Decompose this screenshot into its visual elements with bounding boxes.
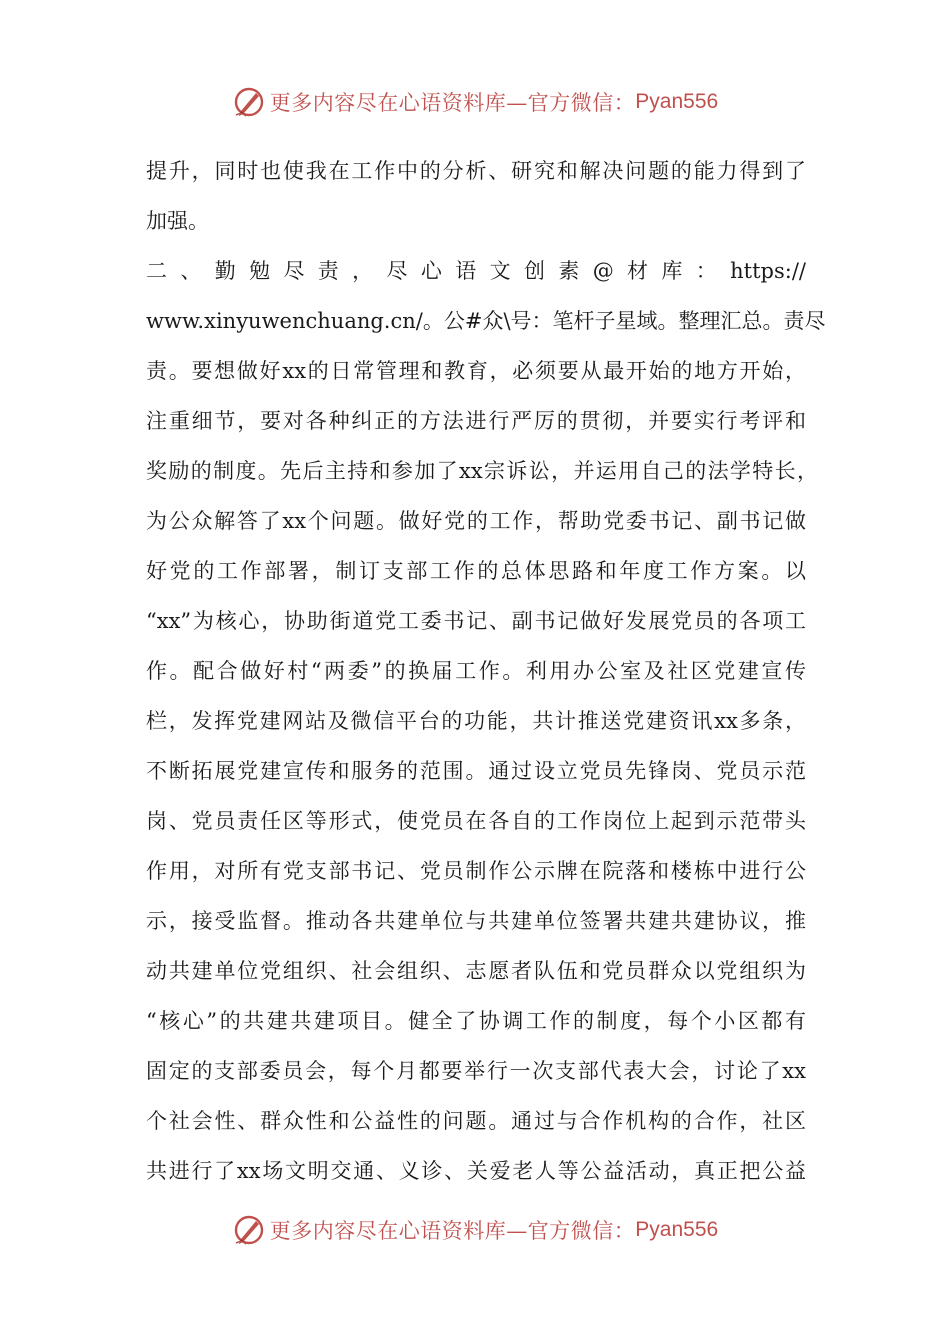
body-line: 岗、党员责任区等形式，使党员在各自的工作岗位上起到示范带头 [146, 809, 806, 833]
body-line: 不断拓展党建宣传和服务的范围。通过设立党员先锋岗、党员示范 [146, 759, 806, 783]
banner-text: 更多内容尽在心语资料库—官方微信： [269, 1219, 636, 1243]
body-line: 注重细节，要对各种纠正的方法进行严厉的贯彻，并要实行考评和 [146, 409, 806, 433]
body-line: 个社会性、群众性和公益性的问题。通过与合作机构的合作，社区 [146, 1109, 806, 1133]
header-banner [0, 82, 950, 122]
body-line: 动共建单位党组织、社会组织、志愿者队伍和党员群众以党组织为 [146, 959, 806, 983]
body-line: 作用，对所有党支部书记、党员制作公示牌在院落和楼栋中进行公 [146, 859, 806, 883]
body-line: 固定的支部委员会，每个月都要举行一次支部代表大会，讨论了xx [146, 1059, 806, 1083]
body-line: 作。配合做好村“两委”的换届工作。利用办公室及社区党建宣传 [146, 659, 806, 683]
body-line: 栏，发挥党建网站及微信平台的功能，共计推送党建资讯xx多条， [146, 709, 806, 733]
pen-logo-icon [232, 1213, 266, 1247]
body-line: 加强。 [146, 209, 209, 233]
banner-text: 更多内容尽在心语资料库—官方微信： [269, 91, 636, 115]
document-body [146, 146, 826, 1196]
pen-logo-icon [232, 85, 266, 119]
body-line: 提升，同时也使我在工作中的分析、研究和解决问题的能力得到了 [146, 159, 806, 183]
body-line: 为公众解答了xx个问题。做好党的工作，帮助党委书记、副书记做 [146, 509, 806, 533]
body-line: “xx”为核心，协助街道党工委书记、副书记做好发展党员的各项工 [146, 609, 806, 633]
banner-wechat-id: Pyan556 [635, 1218, 719, 1241]
body-line: 奖励的制度。先后主持和参加了xx宗诉讼，并运用自己的法学特长， [146, 459, 818, 483]
banner-wechat-id: Pyan556 [635, 90, 719, 113]
body-line: “核心”的共建共建项目。健全了协调工作的制度，每个小区都有 [146, 1009, 806, 1033]
footer-banner [0, 1210, 950, 1250]
body-line: 示，接受监督。推动各共建单位与共建单位签署共建共建协议，推 [146, 909, 806, 933]
body-line: www.xinyuwenchuang.cn/。公#众\号：笔杆子星域。整理汇总。责尽 [146, 309, 826, 333]
body-line: 好党的工作部署，制订支部工作的总体思路和年度工作方案。以 [146, 559, 806, 583]
body-line: 共进行了xx场文明交通、义诊、关爱老人等公益活动，真正把公益 [146, 1159, 806, 1183]
body-line: 责。要想做好xx的日常管理和教育，必须要从最开始的地方开始， [146, 359, 806, 383]
body-line: 二、勤勉尽责，尽心语文创素@材库：https:// [146, 259, 806, 283]
